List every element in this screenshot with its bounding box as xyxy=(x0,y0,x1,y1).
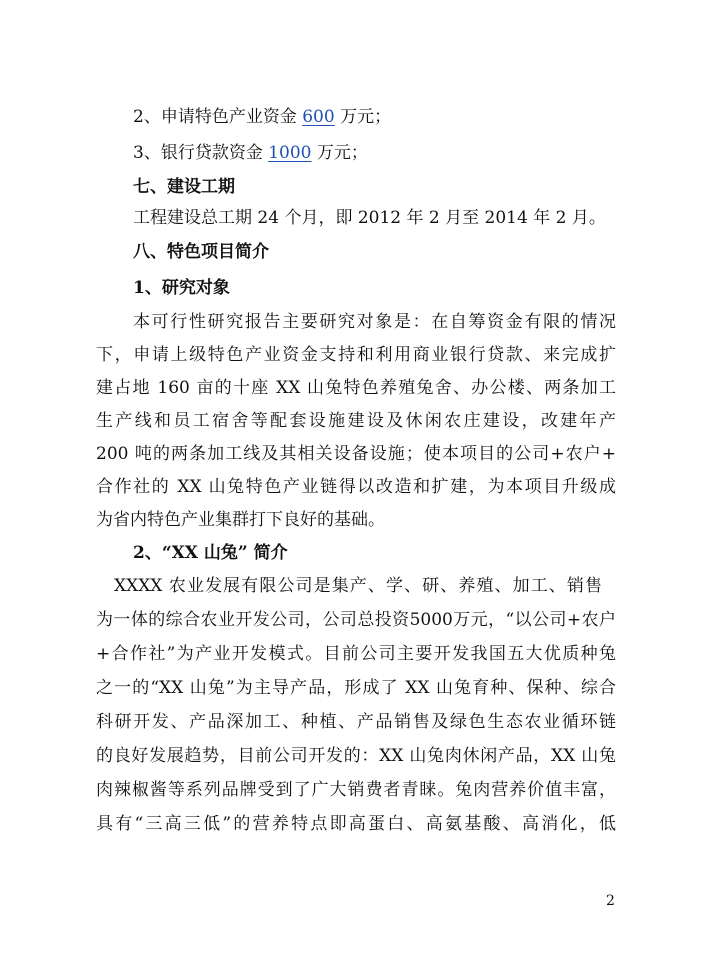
section-heading-project-intro: 八、特色项目简介 xyxy=(133,242,269,262)
intro-paragraph-line: 科研开发、产品深加工、种植、产品销售及绿色生态农业循环链 xyxy=(96,712,616,732)
research-paragraph-line: 合作社的 XX 山兔特色产业链得以改造和扩建，为本项目升级成 xyxy=(96,477,616,497)
loan-amount-link[interactable]: 1000 xyxy=(268,143,312,163)
schedule-text: 工程建设总工期 24 个月，即 2012 年 2 月至 2014 年 2 月。 xyxy=(133,208,606,228)
research-paragraph-line: 建占地 160 亩的十座 XX 山兔特色养殖兔舍、办公楼、两条加工 xyxy=(96,378,616,398)
fund-item-prefix: 3、银行贷款资金 xyxy=(133,143,269,163)
research-paragraph-line: 200 吨的两条加工线及其相关设备设施；使本项目的公司+农户+ xyxy=(96,444,616,464)
fund-amount-link[interactable]: 600 xyxy=(302,107,335,127)
page-number: 2 xyxy=(606,893,615,909)
research-paragraph-line: 本可行性研究报告主要研究对象是：在自筹资金有限的情况 xyxy=(133,312,616,332)
fund-item-loan xyxy=(133,142,616,164)
intro-paragraph-line: 具有“三高三低”的营养特点即高蛋白、高氨基酸、高消化，低 xyxy=(96,814,616,834)
subheading-research-object: 1、研究对象 xyxy=(133,278,230,298)
intro-paragraph-line: 的良好发展趋势，目前公司开发的：XX 山兔肉休闲产品，XX 山兔 xyxy=(96,746,616,766)
fund-item-suffix: 万元； xyxy=(334,107,392,127)
subheading-xx-rabbit-intro: 2、“XX 山兔” 简介 xyxy=(133,543,288,563)
intro-paragraph-line: XXXX 农业发展有限公司是集产、学、研、养殖、加工、销售 xyxy=(114,576,602,596)
section-heading-construction-period: 七、建设工期 xyxy=(133,177,235,197)
research-paragraph-line: 生产线和员工宿舍等配套设施建设及休闲农庄建设，改建年产 xyxy=(96,411,616,431)
intro-paragraph-line: 之一的“XX 山兔”为主导产品，形成了 XX 山兔育种、保种、综合 xyxy=(96,678,616,698)
intro-paragraph-line: +合作社”为产业开发模式。目前公司主要开发我国五大优质种兔 xyxy=(96,644,616,664)
fund-item-prefix: 2、申请特色产业资金 xyxy=(133,107,303,127)
research-paragraph-line: 为省内特色产业集群打下良好的基础。 xyxy=(96,510,385,530)
research-paragraph-line: 下，申请上级特色产业资金支持和利用商业银行贷款、来完成扩 xyxy=(96,345,616,365)
fund-item-suffix: 万元； xyxy=(311,143,368,163)
fund-item-special xyxy=(133,106,616,128)
intro-paragraph-line: 为一体的综合农业开发公司，公司总投资5000万元，“以公司+农户 xyxy=(96,610,616,630)
intro-paragraph-line: 肉辣椒酱等系列品牌受到了广大销费者青睐。兔肉营养价值丰富， xyxy=(96,780,616,800)
